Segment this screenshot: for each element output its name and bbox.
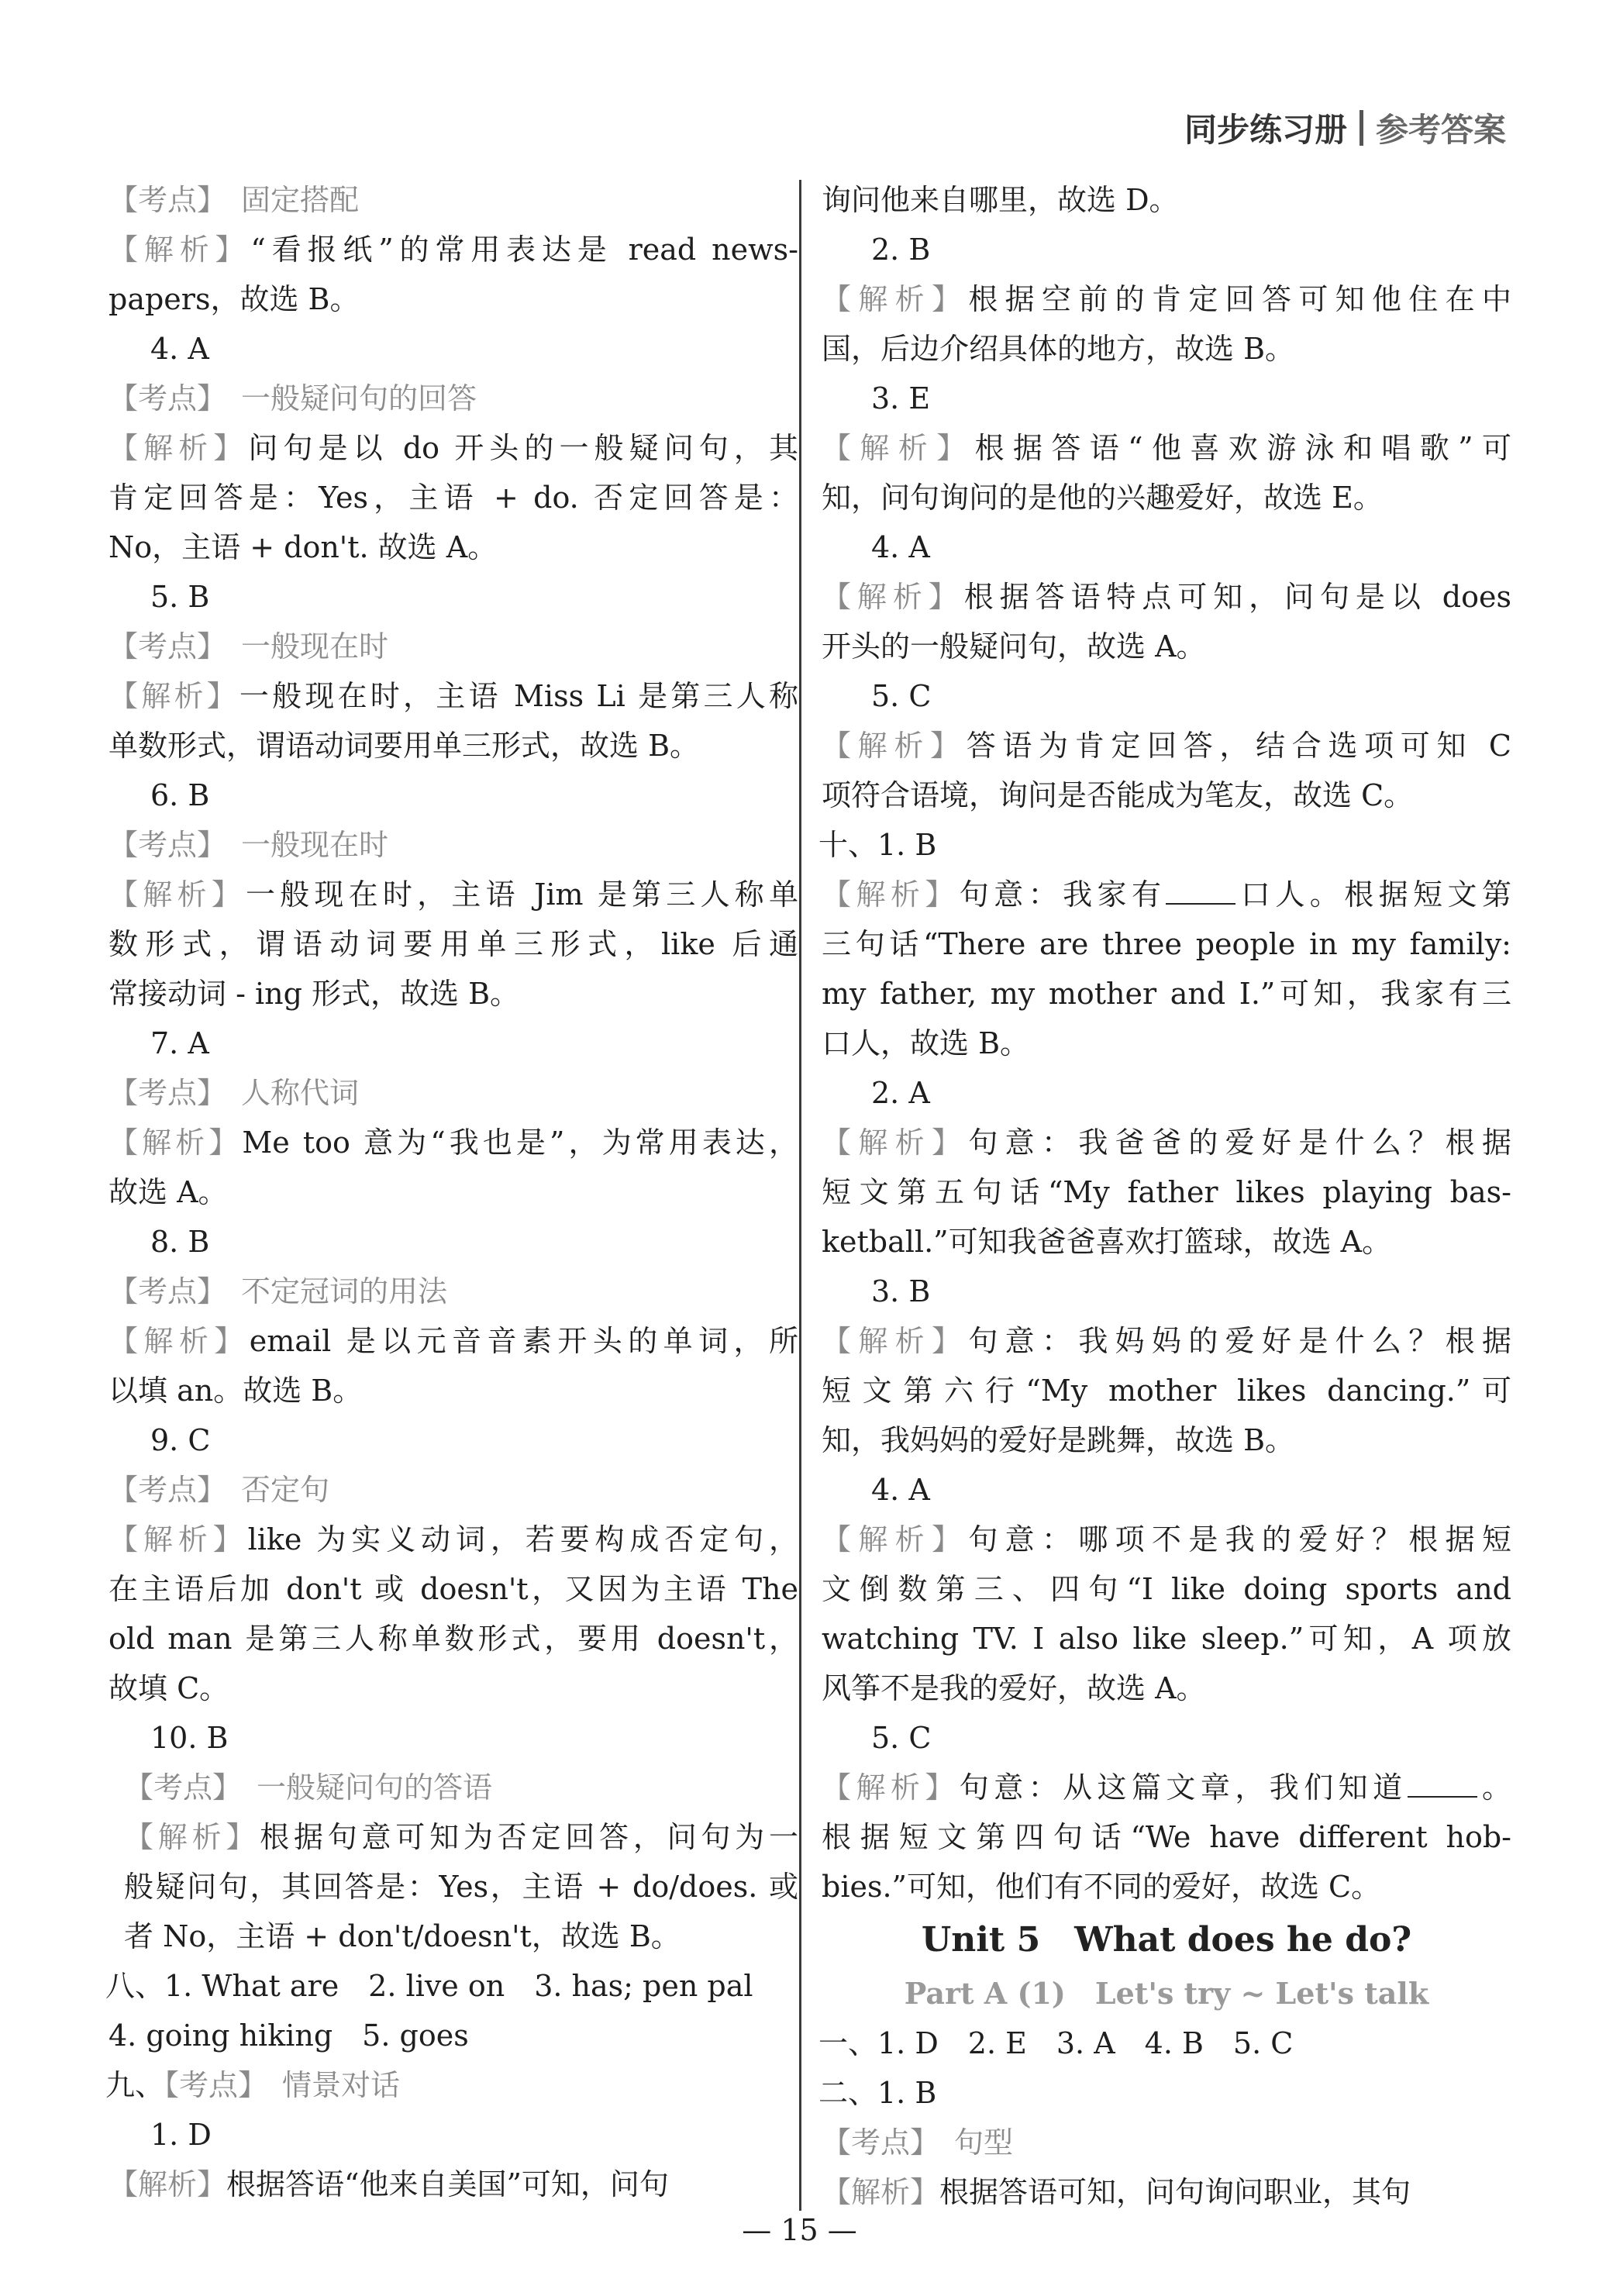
analysis-text: 一般现在时，主语 Miss Li 是第三人称 (239, 679, 798, 713)
answer-text: 故填 C。 (109, 1671, 229, 1705)
text-line (109, 1912, 798, 1961)
text-line (109, 820, 798, 870)
answer-text: 知，我妈妈的爱好是跳舞，故选 B。 (822, 1423, 1295, 1457)
text-line (822, 1465, 1511, 1515)
text-line (822, 771, 1511, 820)
text-line (109, 1366, 798, 1415)
answer-number: 9. C (150, 1423, 211, 1457)
text-line (109, 969, 798, 1019)
analysis-tag: 【考点】 (124, 1770, 228, 1805)
answer-text: 短文第五句话“My father likes playing bas- (822, 1175, 1511, 1209)
text-line (109, 1564, 798, 1614)
text-line (822, 622, 1511, 671)
analysis-tag: 【解析】 (109, 1324, 250, 1358)
analysis-text: 根据句意可知为否定回答，问句为一 (260, 1820, 798, 1854)
analysis-tag: 【解析】 (822, 282, 969, 316)
analysis-tag: 【解析】 (822, 877, 960, 912)
answer-number: 8. B (150, 1225, 210, 1259)
text-line (109, 423, 798, 473)
text-line (818, 2018, 1511, 2068)
text-line (109, 175, 798, 225)
answer-number: 3. E (871, 381, 931, 415)
text-line (822, 1019, 1511, 1068)
text-line (109, 473, 798, 522)
answer-number: 5. B (150, 580, 210, 614)
analysis-tag: 【解析】 (109, 1522, 248, 1557)
header-title: 同步练习册 (1184, 111, 1347, 149)
right-column (818, 175, 1511, 2217)
analysis-tag: 【解析】 (822, 729, 967, 763)
answer-text: 一、1. D 2. E 3. A 4. B 5. C (818, 2026, 1294, 2060)
text-line (822, 374, 1511, 423)
answer-text: ketball.”可知我爸爸喜欢打篮球，故选 A。 (822, 1225, 1392, 1259)
header-subtitle: 参考答案 (1375, 111, 1506, 149)
analysis-text: 句意：我妈妈的爱好是什么？根据 (968, 1324, 1511, 1358)
answer-number: 5. C (871, 1721, 932, 1755)
answer-number: 2. A (871, 1076, 930, 1110)
text-line (109, 572, 798, 622)
analysis-tag: 【考点】 (822, 2125, 925, 2160)
analysis-tag: 【解析】 (109, 877, 246, 912)
answer-number: 4. A (871, 1473, 930, 1507)
answer-number: 10. B (150, 1721, 229, 1755)
answer-text: 以填 an。故选 B。 (109, 1374, 363, 1408)
answer-text: 国，后边介绍具体的地方，故选 B。 (822, 332, 1295, 366)
analysis-text: 口人。根据短文第 (1235, 877, 1511, 912)
answer-text: 肯定回答是：Yes，主语 + do. 否定回答是： (109, 481, 798, 515)
answer-text: 般疑问句，其回答是：Yes，主语 + do/does. 或 (124, 1870, 798, 1904)
analysis-tag: 【解析】 (822, 580, 964, 614)
analysis-text: Me too 意为“我也是”，为常用表达， (242, 1126, 798, 1160)
answer-text: 十、1. B (818, 828, 937, 862)
topic-text: 人称代词 (212, 1076, 360, 1110)
answer-text: my father, my mother and I.”可知，我家有三 (822, 977, 1511, 1011)
answer-text: 根据短文第四句话“We have different hob- (822, 1820, 1511, 1854)
text-line (822, 870, 1511, 919)
analysis-tag: 【解析】 (109, 233, 251, 267)
analysis-tag: 【解析】 (109, 679, 240, 713)
column-divider (799, 180, 801, 2211)
text-line (822, 1316, 1511, 1366)
text-line (822, 1862, 1511, 1912)
answer-number: 7. A (150, 1026, 209, 1060)
text-line (822, 1663, 1511, 1713)
answer-number: 4. A (150, 332, 209, 366)
analysis-text: 答语为肯定回答，结合选项可知 C (966, 729, 1511, 763)
answer-text: No，主语 + don't. 故选 A。 (109, 530, 498, 564)
text-line (109, 1465, 798, 1515)
topic-text: 一般现在时 (212, 828, 389, 862)
text-line (109, 1118, 798, 1167)
text-line (818, 2068, 1511, 2118)
text-line (109, 225, 798, 274)
analysis-text: 根据答语特点可知，问句是以 does (963, 580, 1511, 614)
analysis-tag: 【考点】 (164, 2068, 253, 2102)
analysis-tag: 【解析】 (822, 1522, 969, 1557)
section-number: 九、 (105, 2068, 165, 2102)
analysis-tag: 【解析】 (109, 2167, 227, 2201)
analysis-tag: 【考点】 (109, 1473, 212, 1507)
answer-text: 开头的一般疑问句，故选 A。 (822, 629, 1206, 664)
text-line (822, 1167, 1511, 1217)
answer-text: 短文第六行“My mother likes dancing.”可 (822, 1374, 1511, 1408)
answer-text: 文倒数第三、四句“I like doing sports and (822, 1572, 1511, 1606)
text-line (109, 1614, 798, 1663)
header-separator (1359, 110, 1363, 146)
analysis-text: like 为实义动词，若要构成否定句， (247, 1522, 798, 1557)
text-line (109, 1267, 798, 1316)
analysis-text: 一般现在时，主语 Jim 是第三人称单 (245, 877, 798, 912)
text-line (109, 2160, 798, 2209)
text-line (109, 2011, 798, 2060)
text-line (109, 324, 798, 374)
answer-text: 询问他来自哪里，故选 D。 (822, 183, 1179, 217)
text-line (109, 1019, 798, 1068)
text-line (822, 1366, 1511, 1415)
answer-blank (1166, 872, 1235, 905)
analysis-tag: 【考点】 (109, 828, 212, 862)
text-line (109, 1763, 798, 1812)
text-line (822, 1267, 1511, 1316)
page-header (1184, 105, 1506, 151)
answer-text: 项符合语境，询问是否能成为笔友，故选 C。 (822, 778, 1414, 812)
text-line (822, 1763, 1511, 1812)
answer-number: 2. B (871, 233, 931, 267)
text-line (822, 572, 1511, 622)
answer-text: 4. going hiking 5. goes (109, 2018, 469, 2053)
answer-text: 八、1. What are 2. live on 3. has; pen pal (105, 1969, 753, 2003)
text-line (105, 1961, 798, 2011)
text-line (822, 225, 1511, 274)
left-column (105, 175, 798, 2209)
analysis-text: 句意：我家有 (959, 877, 1167, 912)
text-line (822, 919, 1511, 969)
analysis-text: 。 (1477, 1770, 1511, 1805)
text-line (822, 1713, 1511, 1763)
text-line (109, 870, 798, 919)
text-line (822, 1515, 1511, 1564)
text-line (105, 2060, 798, 2110)
text-line (822, 1068, 1511, 1118)
analysis-tag: 【解析】 (822, 2175, 940, 2209)
text-line (822, 1415, 1511, 1465)
answer-number: 5. C (871, 679, 932, 713)
analysis-text: 句意：从这篇文章，我们知道 (959, 1770, 1408, 1805)
part-title: Part A (1) Let's try ~ Let's talk (904, 1976, 1429, 2011)
text-line (109, 374, 798, 423)
answer-text: 数形式，谓语动词要用单三形式，like 后通 (109, 927, 798, 961)
answer-text: bies.”可知，他们有不同的爱好，故选 C。 (822, 1870, 1381, 1904)
topic-text: 一般疑问句的回答 (212, 381, 477, 415)
answer-text: papers，故选 B。 (109, 282, 360, 316)
text-line (822, 1118, 1511, 1167)
text-line (109, 622, 798, 671)
analysis-text: 根据空前的肯定回答可知他住在中 (968, 282, 1511, 316)
answer-text: 口人，故选 B。 (822, 1026, 1030, 1060)
answer-number: 3. B (871, 1274, 931, 1308)
text-line (109, 1713, 798, 1763)
answer-text: 知，问句询问的是他的兴趣爱好，故选 E。 (822, 481, 1383, 515)
answer-text: 常接动词 - ing 形式，故选 B。 (109, 977, 520, 1011)
answer-text: 单数形式，谓语动词要用单三形式，故选 B。 (109, 729, 700, 763)
text-line (822, 175, 1511, 225)
text-line (822, 2167, 1511, 2217)
analysis-tag: 【解析】 (109, 1126, 243, 1160)
text-line (818, 820, 1511, 870)
text-line (109, 1217, 798, 1267)
answer-text: 三句话“There are three people in my family: (822, 927, 1511, 961)
text-line (109, 1316, 798, 1366)
text-line (822, 1564, 1511, 1614)
text-line (109, 1167, 798, 1217)
analysis-tag: 【解析】 (822, 1126, 969, 1160)
analysis-text: 根据答语“他来自美国”可知，问句 (226, 2167, 669, 2201)
text-line (822, 1614, 1511, 1663)
answer-text: 在主语后加 don't 或 doesn't，又因为主语 The (109, 1572, 798, 1606)
answer-number: 4. A (871, 530, 930, 564)
answer-text: 故选 A。 (109, 1175, 228, 1209)
topic-text: 一般疑问句的答语 (227, 1770, 493, 1805)
analysis-tag: 【解析】 (822, 431, 975, 465)
text-line (109, 274, 798, 324)
topic-text: 否定句 (212, 1473, 330, 1507)
text-line (822, 671, 1511, 721)
analysis-tag: 【解析】 (124, 1820, 260, 1854)
answer-text: watching TV. I also like sleep.”可知，A 项放 (822, 1622, 1511, 1656)
text-line (109, 1663, 798, 1713)
text-line (109, 1862, 798, 1912)
analysis-text: 句意：我爸爸的爱好是什么？根据 (968, 1126, 1511, 1160)
topic-text: 情景对话 (253, 2068, 401, 2102)
text-line (109, 1415, 798, 1465)
text-line (822, 969, 1511, 1019)
text-line (109, 919, 798, 969)
text-line (109, 522, 798, 572)
text-line (109, 2110, 798, 2160)
text-line (822, 1812, 1511, 1862)
text-line (822, 721, 1511, 771)
answer-text: 者 No，主语 + don't/doesn't，故选 B。 (124, 1919, 681, 1953)
text-line (822, 324, 1511, 374)
text-line (822, 1217, 1511, 1267)
text-line (109, 1812, 798, 1862)
analysis-tag: 【解析】 (109, 431, 249, 465)
analysis-tag: 【考点】 (109, 629, 212, 664)
text-line (822, 522, 1511, 572)
analysis-tag: 【考点】 (109, 1274, 212, 1308)
text-line (822, 423, 1511, 473)
text-line (109, 671, 798, 721)
analysis-tag: 【考点】 (109, 1076, 212, 1110)
text-line (109, 1068, 798, 1118)
answer-text: old man 是第三人称单数形式，要用 doesn't， (109, 1622, 798, 1656)
analysis-tag: 【考点】 (109, 183, 212, 217)
analysis-tag: 【解析】 (822, 1324, 969, 1358)
text-line (822, 2118, 1511, 2167)
text-line (109, 1515, 798, 1564)
analysis-tag: 【考点】 (109, 381, 212, 415)
analysis-text: 问句是以 do 开头的一般疑问句，其 (248, 431, 798, 465)
topic-text: 不定冠词的用法 (212, 1274, 448, 1308)
text-line (822, 473, 1511, 522)
answer-blank (1408, 1765, 1477, 1798)
analysis-text: “看报纸”的常用表达是 read news- (250, 233, 798, 267)
topic-text: 固定搭配 (212, 183, 360, 217)
topic-text: 一般现在时 (212, 629, 389, 664)
page-number: — 15 — (742, 2213, 857, 2247)
analysis-text: 根据答语“他喜欢游泳和唱歌”可 (974, 431, 1511, 465)
topic-text: 句型 (925, 2125, 1014, 2160)
text-line (822, 274, 1511, 324)
answer-number: 6. B (150, 778, 210, 812)
answer-number: 1. D (150, 2118, 212, 2152)
answer-text: 风筝不是我的爱好，故选 A。 (822, 1671, 1206, 1705)
analysis-text: email 是以元音音素开头的单词，所 (249, 1324, 798, 1358)
unit-title: Unit 5 What does he do? (921, 1920, 1412, 1960)
analysis-text: 根据答语可知，问句询问职业，其句 (939, 2175, 1411, 2209)
analysis-tag: 【解析】 (822, 1770, 960, 1805)
text-line (109, 771, 798, 820)
answer-text: 二、1. B (818, 2076, 937, 2110)
analysis-text: 句意：哪项不是我的爱好？根据短 (968, 1522, 1511, 1557)
text-line (109, 721, 798, 771)
